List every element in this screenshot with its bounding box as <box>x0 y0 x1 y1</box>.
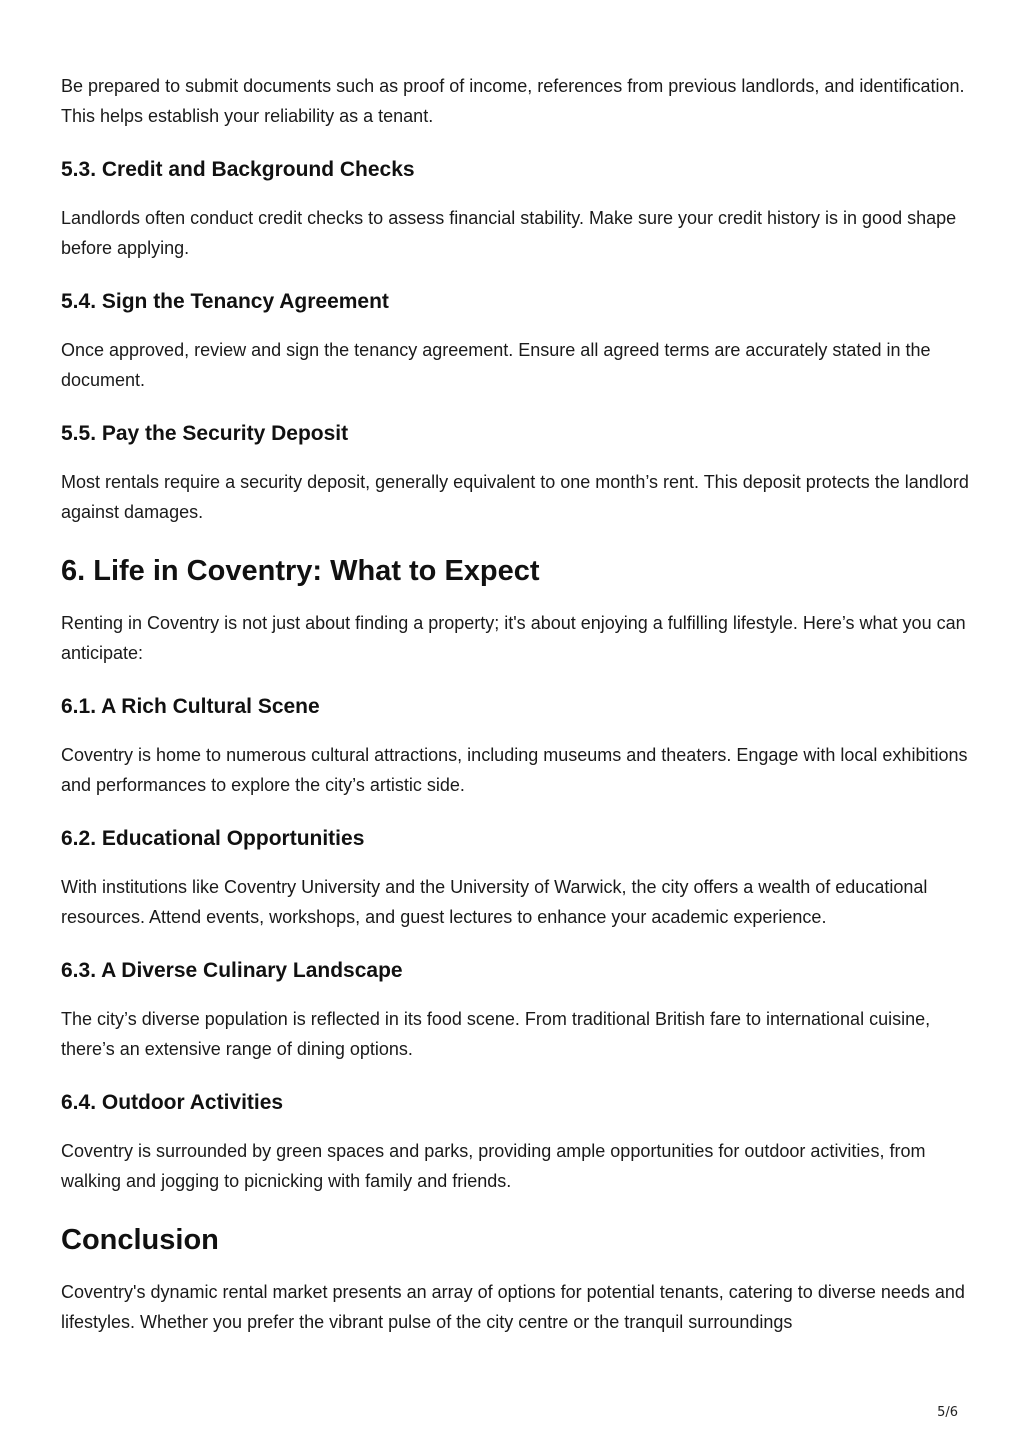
paragraph-tenancy-agreement: Once approved, review and sign the tenancy agreement. Ensure all agreed terms are accurately stated in the document. <box>61 340 931 390</box>
paragraph-cultural-scene: Coventry is home to numerous cultural attractions, including museums and theaters. Engage with local exhibitions and performances to explore the city’s artistic side. <box>61 745 968 795</box>
paragraph-credit-checks: Landlords often conduct credit checks to assess financial stability. Make sure your credit history is in good shape before applying. <box>61 208 957 258</box>
paragraph-life-intro: Renting in Coventry is not just about finding a property; it's about enjoying a fulfilling lifestyle. Here’s what you can anticipate: <box>61 613 966 663</box>
heading-5-3: 5.3. Credit and Background Checks <box>61 158 415 181</box>
heading-5-5: 5.5. Pay the Security Deposit <box>61 422 349 445</box>
heading-6-2: 6.2. Educational Opportunities <box>61 827 365 850</box>
heading-6: 6. Life in Coventry: What to Expect <box>61 555 540 587</box>
paragraph-documents: Be prepared to submit documents such as proof of income, references from previous landlords, and identification. This helps establish your reliability as a tenant. <box>61 76 965 126</box>
page-number: 5/6 <box>937 1405 958 1420</box>
paragraph-conclusion: Coventry's dynamic rental market presents an array of options for potential tenants, catering to diverse needs and lifestyles. Whether you prefer the vibrant pulse of the city centre or the tranquil surroundings <box>61 1282 965 1332</box>
heading-5-4: 5.4. Sign the Tenancy Agreement <box>61 290 389 313</box>
paragraph-culinary: The city’s diverse population is reflected in its food scene. From traditional British fare to international cuisine, there’s an extensive range of dining options. <box>61 1009 931 1059</box>
document-body <box>61 72 971 1337</box>
heading-conclusion: Conclusion <box>61 1224 219 1256</box>
heading-6-4: 6.4. Outdoor Activities <box>61 1091 284 1114</box>
paragraph-outdoor: Coventry is surrounded by green spaces and parks, providing ample opportunities for outdoor activities, from walking and jogging to picnicking with family and friends. <box>61 1141 926 1191</box>
heading-6-3: 6.3. A Diverse Culinary Landscape <box>61 959 403 982</box>
paragraph-educational: With institutions like Coventry University and the University of Warwick, the city offers a wealth of educational resources. Attend events, workshops, and guest lectures to enhance your academic experience. <box>61 877 928 927</box>
heading-6-1: 6.1. A Rich Cultural Scene <box>61 695 320 718</box>
paragraph-security-deposit: Most rentals require a security deposit, generally equivalent to one month’s rent. This deposit protects the landlord against damages. <box>61 472 969 522</box>
